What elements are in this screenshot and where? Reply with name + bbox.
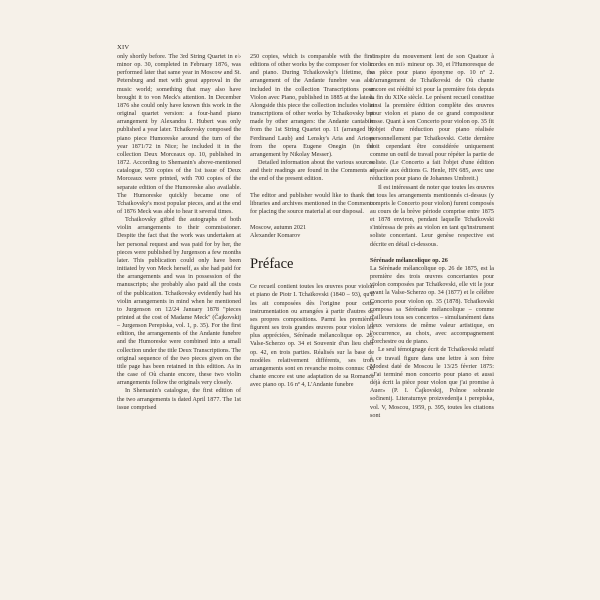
- paragraph: In Shemanin's catalogue, the first edition of the two arrangements is dated April 1877. The 1st issue comprised: [117, 388, 241, 411]
- column-french-right: [370, 53, 494, 420]
- author-signature: Alexander Komarov: [250, 233, 301, 240]
- paragraph: The editor and publisher would like to thank the libraries and archives mentioned in the Comments for placing the source material at our disposal.: [250, 192, 374, 215]
- subsection-heading: Sérénade mélancolique op. 26: [370, 257, 448, 264]
- section-heading-preface: Préface: [250, 256, 294, 273]
- paragraph: Ce recueil contient toutes les œuvres pour violon et piano de Piotr I. Tchaïkovski (1840 – 93), qu'il les ait composées dès l'origine pour cette instrumentation ou arrangées à partir d'autres de ses propres compositions. Parmi les premières figurent ses trois grandes œuvres pour violon les plus appréciées, Sérénade mélancolique op. 26, Valse-Scherzo op. 34 et Souvenir d'un lieu cher op. 42, en trois parties. Réalisés sur la base de modèles relativement différents, ses trois arrangements sont en revanche moins connus: Où chante encore est une adaptation de sa Romance avec piano op. 16 nº 4, L'Andante funebre: [250, 284, 374, 389]
- paragraph: Tchaikovsky gifted the autographs of both violin arrangements to their commissioner. Despite the fact that the work was undertaken at her personal request and was paid for by her, the pieces were published by Jurgenson a few months later. This publication could only have been initiated by von Meck herself, as she had paid for the arrangements and was in possession of the manuscripts; she probably also paid all the costs of the publication. Tchaikovsky evidently had his violin arrangements in mind when he mentioned to Jurgenson on 12/24 January 1878 "pieces printed at the cost of Madame Meck" (Čajkovskij – Jurgenson Perepiska, vol. 1, p. 35). For the first edition, the arrangements of the Andante funebre and the Humoreske were combined into a small collection under the title Deux Transcriptions. The original sequence of the two pieces given on the title page has been retained in this edition. As in the case of Où chante encore, these two violin arrangements follow the originals very closely.: [117, 217, 241, 387]
- page-number: XIV: [117, 44, 130, 51]
- column-middle: [250, 53, 374, 389]
- paragraph: Il est intéressant de noter que toutes les œuvres et tous les arrangements mentionnés ci-dessus (y compris le Concerto pour violon) furent composés au cours de la brève période comprise entre 1875 et 1878 environ, pendant laquelle Tchaïkovski s'intéressa de près au violon en tant qu'instrument soliste concertant. Leur genèse respective est décrite en détail ci-dessous.: [370, 184, 494, 248]
- paragraph: Detailed information about the various sources and their readings are found in the Comments at the end of the present edition.: [250, 160, 374, 183]
- paragraph: s'inspire du mouvement lent de son Quatuor à cordes en mi♭ mineur op. 30, et l'Humoresque de sa pièce pour piano éponyme op. 10 nº 2. L'arrangement de Tchaïkovski de Où chante encore est réédité ici pour la première fois depuis la fin du XIXe siècle. Le présent recueil constitue ainsi la première édition complète des œuvres pour violon et piano de ce grand compositeur russe. Quant à son Concerto pour violon op. 35 fit l'objet d'une réduction pour piano réalisée personnellement par Tchaïkovski. Cette dernière doit cependant être considérée uniquement comme un outil de travail pour répéter la partie de soliste. (Le Concerto a fait l'objet d'une édition séparée aux éditions G. Henle, HN 685, avec une réduction pour piano de Johannes Umbreit.): [370, 54, 494, 183]
- column-english-left: [117, 53, 241, 412]
- place-date: Moscow, autumn 2021: [250, 224, 307, 231]
- paragraph: La Sérénade mélancolique op. 26 de 1875, est la première des trois œuvres concertantes pour violon composées par Tchaïkovski, elle vit le jour avant la Valse-Scherzo op. 34 (1877) et le célèbre Concerto pour violon op. 35 (1878). Tchaïkovski composa sa Sérénade mélancolique – comme d'ailleurs tous ses concertos – simultanément dans deux versions de même valeur artistique, en l'occurrence, au choix, avec accompagnement d'orchestre ou de piano.: [370, 265, 494, 346]
- paragraph: only shortly before. The 3rd String Quartet in e♭ minor op. 30, completed in February 1876, was performed later that same year in Moscow and St. Petersburg and met with great approval in the music world; something that may also have brought it to von Meck's attention. In December 1876 she could only have known this work in the original quartet version: a four-hand piano arrangement by Alexandra I. Hubert was only published a year later. Tchaikovsky composed the piano piece Humoreske around the turn of the year 1871/72 in Nice; he included it in the collection Deux Morceaux op. 10, published in 1872. According to Shemanin's above-mentioned catalogue, 550 copies of the 1st issue of Deux Morceaux were printed, with 700 copies of the separate edition of the Humoreske also available. The Humoreske quickly became one of Tchaikovsky's most popular pieces, and at the end of 1876 Meck was able to hear it several times.: [117, 54, 241, 215]
- paragraph: Le seul témoignage écrit de Tchaïkovski relatif à ce travail figure dans une lettre à son frère Modest daté de Moscou le 13/25 février 1875: «J'ai terminé mon concerto pour piano et aussi déjà écrit la pièce pour violon que j'ai promise à Auer» (P. I. Čajkovskij, Polnoe sobranie sočinenij. Literaturnye proizvedenija i perepiska, vol. V, Moscou, 1959, p. 395, toutes les citations sont: [370, 347, 494, 419]
- paragraph: 250 copies, which is comparable with the first editions of other works by the composer for violin and piano. During Tchaikovsky's lifetime, the arrangement of the Andante funebre was also included in the collection Transcriptions pour Violon avec Piano, published in 1885 at the latest. Alongside this piece the collection includes violin transcriptions of other works by Tchaikovsky but made by other arrangers: the Andante cantabile from the 1st String Quartet op. 11 (arranged by Ferdinand Laub) and Lensky's Aria and Arioso from the opera Eugene Onegin (in the arrangement by Nikolay Messer).: [250, 54, 374, 158]
